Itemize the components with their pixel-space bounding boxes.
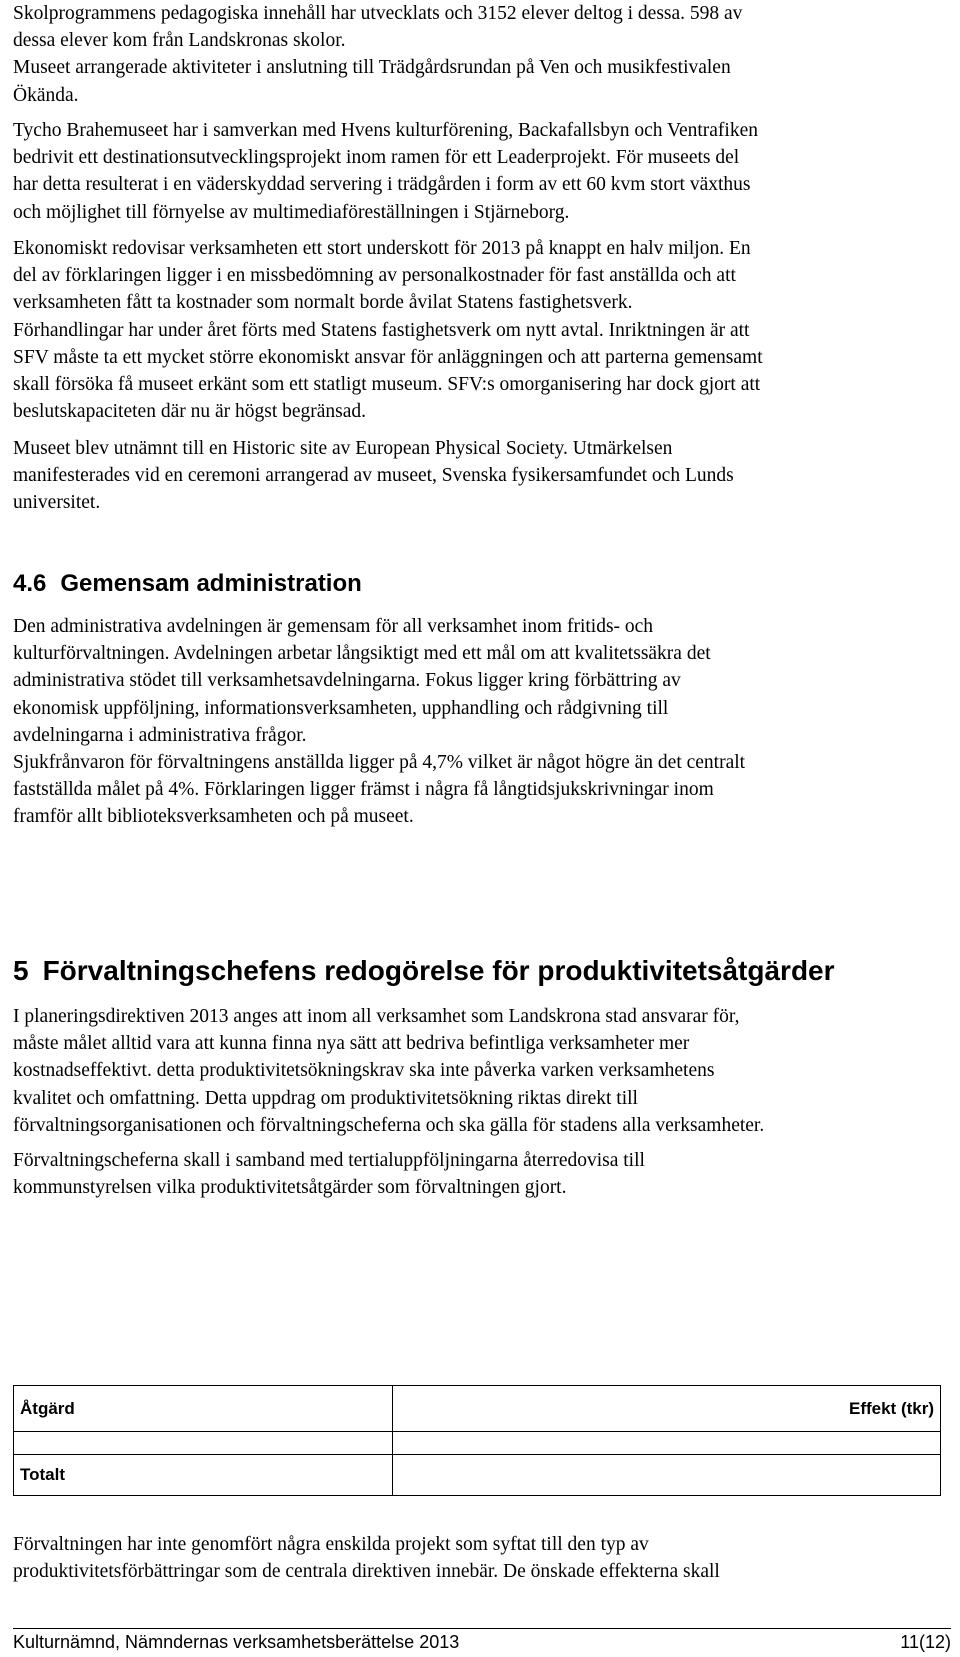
text-line: förvaltningsorganisationen och förvaltningscheferna och ska gälla för stadens alla verksamheter. <box>13 1114 765 1136</box>
text-line: skall försöka få museet erkänt som ett statligt museum. SFV:s omorganisering har dock gjort att <box>13 374 761 396</box>
section-title: Gemensam administration <box>60 570 362 597</box>
section-number: 5 <box>13 955 29 986</box>
table-cell <box>392 1432 940 1455</box>
text-line: och möjlighet till förnyelse av multimediaföreställningen i Stjärneborg. <box>13 201 570 223</box>
text-line: beslutskapaciteten där nu är högst begränsad. <box>13 401 367 423</box>
paragraph-leader-project <box>13 117 943 226</box>
paragraph-reporting <box>13 1147 943 1201</box>
text-line: Förhandlingar har under året förts med Statens fastighetsverk om nytt avtal. Inriktningen är att <box>13 319 750 341</box>
column-header-effect: Effekt (tkr) <box>392 1386 940 1432</box>
text-line: SFV måste ta ett mycket större ekonomiskt ansvar för anläggningen och att parterna gemensamt <box>13 346 763 368</box>
text-line: avdelningarna i administrativa frågor. <box>13 724 307 746</box>
column-header-action: Åtgärd <box>14 1386 393 1432</box>
text-line: dessa elever kom från Landskronas skolor. <box>13 30 346 52</box>
text-line: kvalitet och omfattning. Detta uppdrag om produktivitetsökning riktas direkt till <box>13 1087 638 1109</box>
section-title: Förvaltningschefens redogörelse för produktivitetsåtgärder <box>42 955 835 986</box>
text-line: universitet. <box>13 492 101 514</box>
footer-document-title: Kulturnämnd, Nämndernas verksamhetsberättelse 2013 <box>13 1632 460 1652</box>
text-line: kulturförvaltningen. Avdelningen arbetar långsiktigt med ett mål om att kvalitetssäkra det <box>13 643 711 665</box>
text-line: Museet arrangerade aktiviteter i anslutning till Trädgårdsrundan på Ven och musikfestivalen <box>13 57 731 79</box>
productivity-actions-table <box>13 1385 941 1496</box>
paragraph-administration <box>13 613 943 831</box>
table-cell <box>14 1432 393 1455</box>
text-line: Förvaltningen har inte genomfört några enskilda projekt som syftat till den typ av <box>13 1534 649 1555</box>
paragraph-planning-directives <box>13 1003 943 1139</box>
section-heading-5 <box>13 955 835 987</box>
text-line: produktivitetsförbättringar som de centrala direktiven innebär. De önskade effekterna skall <box>13 1561 720 1583</box>
text-line: har detta resulterat i en väderskyddad servering i trädgården i form av ett 60 kvm stort växthus <box>13 174 751 196</box>
paragraph-closing <box>13 1531 943 1585</box>
total-label: Totalt <box>14 1455 393 1496</box>
paragraph-school-programs <box>13 0 943 109</box>
total-value <box>392 1455 940 1496</box>
text-line: framför allt biblioteksverksamheten och på museet. <box>13 806 414 828</box>
text-line: kostnadseffektivt. detta produktivitetsökningskrav ska inte påverka varken verksamhetens <box>13 1060 715 1082</box>
text-line: administrativa stödet till verksamhetsavdelningarna. Fokus ligger kring förbättring av <box>13 670 681 692</box>
text-line: fastställda målet på 4%. Förklaringen ligger främst i några få långtidsjukskrivningar inom <box>13 779 714 801</box>
text-line: Museet blev utnämnt till en Historic site av European Physical Society. Utmärkelsen <box>13 438 673 459</box>
text-line: Tycho Brahemuseet har i samverkan med Hvens kulturförening, Backafallsbyn och Ventrafiken <box>13 120 758 141</box>
text-line: Ökända. <box>13 84 79 106</box>
text-line: I planeringsdirektiven 2013 anges att inom all verksamhet som Landskrona stad ansvarar för, <box>13 1006 740 1027</box>
text-line: Ekonomiskt redovisar verksamheten ett stort underskott för 2013 på knappt en halv miljon. En <box>13 238 751 259</box>
section-number: 4.6 <box>13 570 47 597</box>
text-line: måste målet alltid vara att kunna finna nya sätt att bedriva befintliga verksamheter mer <box>13 1033 690 1055</box>
text-line: verksamheten fått ta kostnader som normalt borde åvilat Statens fastighetsverk. <box>13 292 633 314</box>
table-header-row <box>14 1386 941 1432</box>
text-line: Förvaltningscheferna skall i samband med tertialuppföljningarna återredovisa till <box>13 1150 645 1171</box>
paragraph-historic-site <box>13 435 943 517</box>
text-line: Den administrativa avdelningen är gemensam för all verksamhet inom fritids- och <box>13 616 654 637</box>
text-line: manifesterades vid en ceremoni arrangerad av museet, Svenska fysikersamfundet och Lunds <box>13 465 734 487</box>
table-row <box>14 1432 941 1455</box>
text-line: kommunstyrelsen vilka produktivitetsåtgärder som förvaltningen gjort. <box>13 1177 567 1199</box>
text-line: ekonomisk uppföljning, informationsverksamheten, upphandling och rådgivning till <box>13 697 669 719</box>
paragraph-economics <box>13 235 943 425</box>
text-line: del av förklaringen ligger i en missbedömning av personalkostnader för fast anställda och att <box>13 265 736 287</box>
footer-divider <box>13 1628 951 1629</box>
section-heading-4-6 <box>13 570 362 598</box>
text-line: Skolprogrammens pedagogiska innehåll har utvecklats och 3152 elever deltog i dessa. 598 av <box>13 3 743 24</box>
text-line: bedrivit ett destinationsutvecklingsprojekt inom ramen för ett Leaderprojekt. För museets del <box>13 147 740 169</box>
text-line: Sjukfrånvaron för förvaltningens anställda ligger på 4,7% vilket är något högre än det centralt <box>13 752 746 774</box>
table-total-row <box>14 1455 941 1496</box>
page-number: 11(12) <box>900 1632 951 1652</box>
